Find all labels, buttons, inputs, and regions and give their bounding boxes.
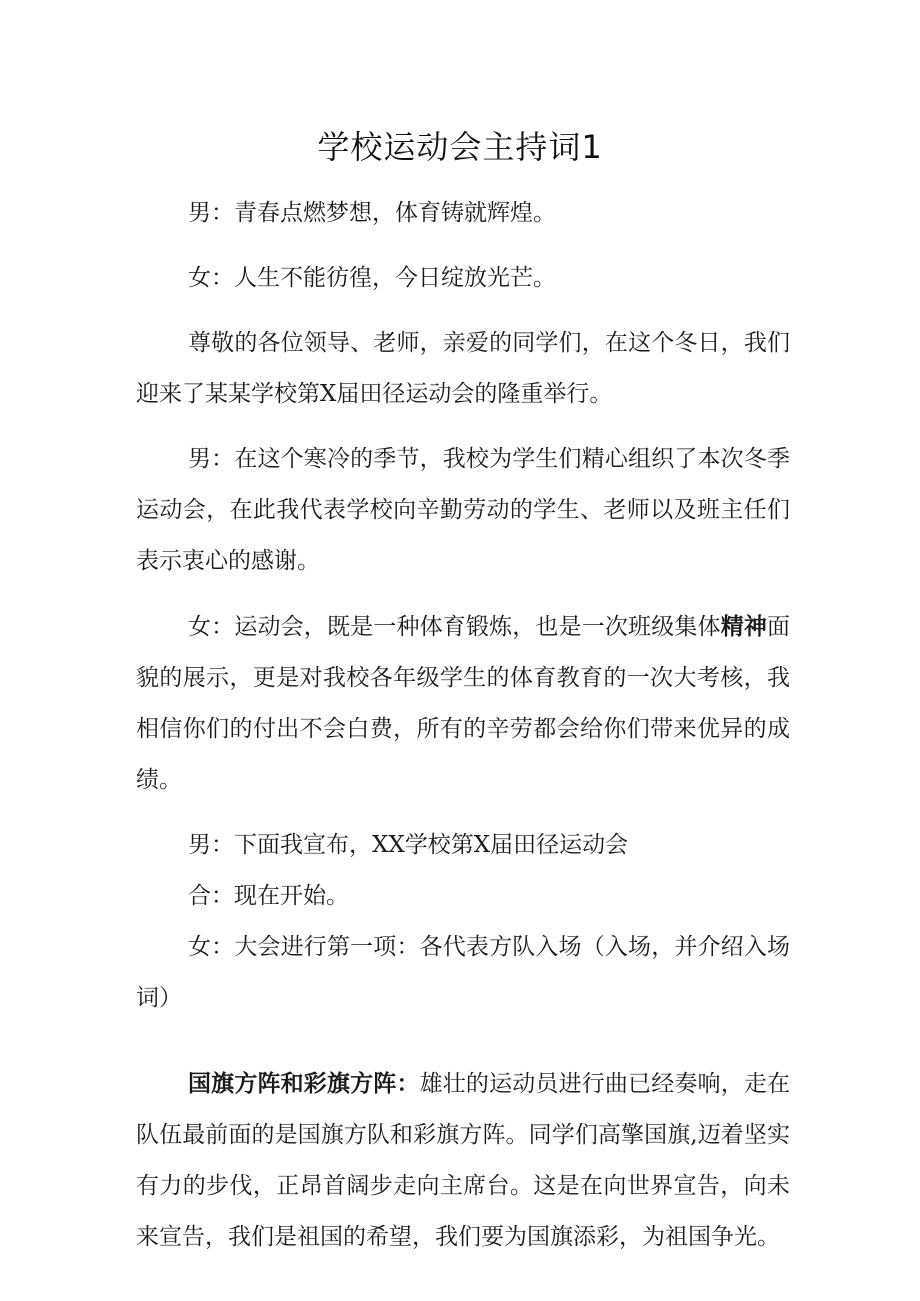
paragraph-text-segment: 女：运动会，既是一种体育锻炼，也是一次班级集体	[188, 614, 721, 640]
paragraph-female-opening: 女：人生不能彷徨，今日绽放光芒。	[188, 265, 556, 291]
section-heading-flag-formation: 国旗方阵和彩旗方阵：	[188, 1070, 420, 1097]
document-body	[136, 188, 790, 1263]
paragraph-together-start: 合：现在开始。	[188, 883, 349, 909]
paragraph-text-segment: 雄壮的运动员进行曲已经奏响，走在队伍最前面的是国旗方队和彩旗方阵。同学们高擎国旗,迈着坚实有力的步伐，正昂首阔步走向主席台。这是在向世界宣告，向未来宣告，我们是祖国的希望，我们要为国旗添彩，为祖国争光。	[136, 1071, 791, 1250]
paragraph-male-thanks: 男：在这个寒冷的季节，我校为学生们精心组织了本次冬季运动会，在此我代表学校向辛勤劳动的学生、老师以及班主任们表示衷心的感谢。	[136, 446, 790, 574]
paragraph-text-segment: 面貌的展示，更是对我校各年级学生的体育教育的一次大考核，我相信你们的付出不会白费，所有的辛劳都会给你们带来优异的成绩。	[136, 614, 791, 793]
bold-term: 精神	[720, 613, 768, 640]
paragraph-greeting: 尊敬的各位领导、老师，亲爱的同学们，在这个冬日，我们迎来了某某学校第X届田径运动会的隆重举行。	[136, 330, 790, 407]
paragraph-female-significance	[136, 601, 790, 806]
paragraph-male-opening: 男：青春点燃梦想，体育铸就辉煌。	[188, 200, 556, 226]
paragraph-male-announce: 男：下面我宣布，XX学校第X届田径运动会	[188, 832, 629, 858]
document-title: 学校运动会主持词1	[317, 128, 603, 166]
paragraph-female-first-item: 女：大会进行第一项：各代表方队入场（入场，并介绍入场词）	[136, 934, 790, 1011]
paragraph-flag-formation	[136, 1058, 790, 1263]
